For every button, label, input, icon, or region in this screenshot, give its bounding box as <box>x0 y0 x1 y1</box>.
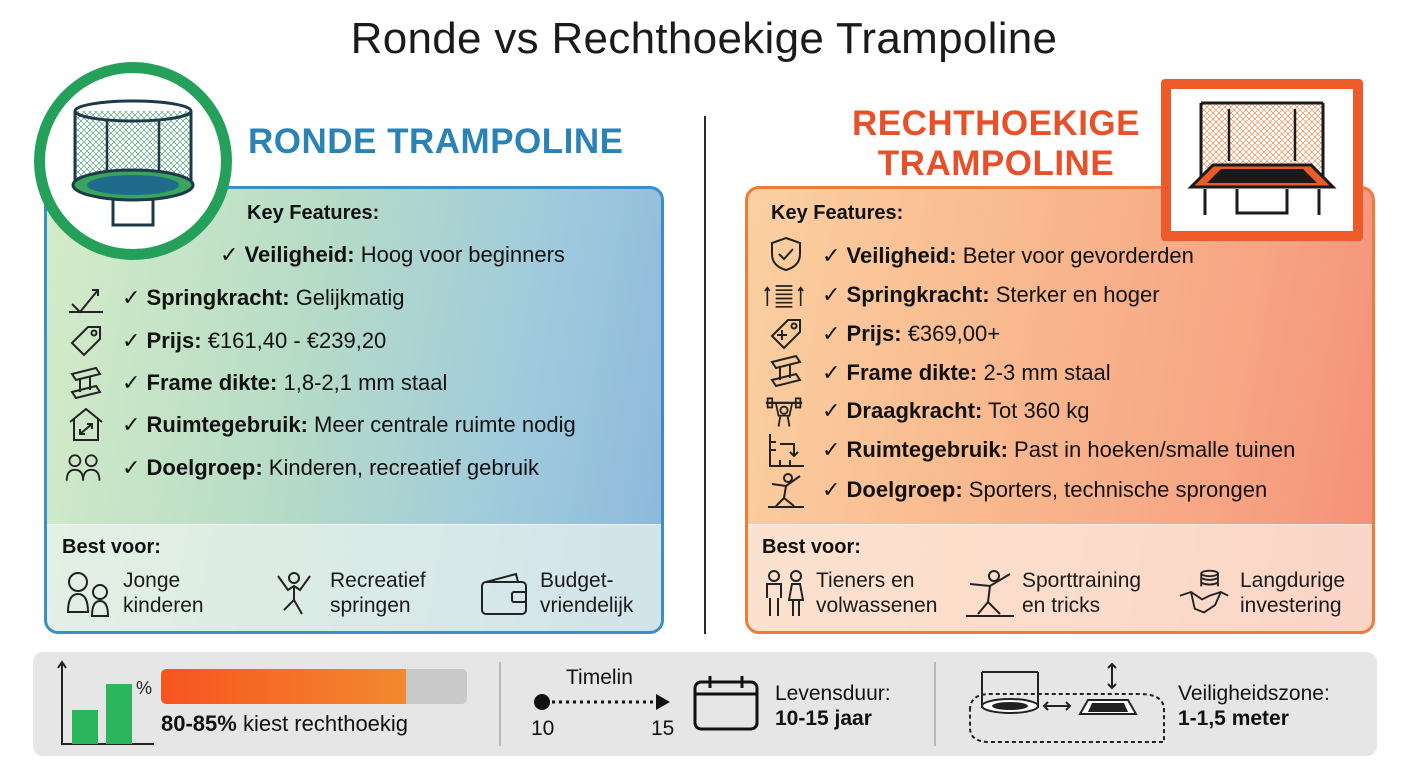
round-best-title: Best voor: <box>62 536 161 558</box>
teens-adults-icon <box>760 568 812 620</box>
round-key-features-title: Key Features: <box>247 202 380 224</box>
jumping-person-icon <box>268 568 320 620</box>
steel-beam-icon <box>66 366 106 402</box>
rect-feature-safety: ✓ Veiligheid: Beter voor gevorderden <box>822 243 1194 268</box>
handshake-coins-icon <box>1178 566 1230 618</box>
gymnast-icon <box>964 568 1016 620</box>
timeline-label: Timelin <box>566 666 633 689</box>
rect-heading: RECHTHOEKIGE TRAMPOLINE <box>852 104 1140 183</box>
rect-best-sport-training: Sporttraining en tricks <box>1022 569 1142 617</box>
rect-trampoline-icon <box>1171 89 1353 231</box>
spring-icon <box>764 278 804 314</box>
shield-check-icon <box>766 236 806 272</box>
babies-icon <box>62 568 114 620</box>
round-best-recreational: Recreatief springen <box>330 569 426 617</box>
strip-separator <box>499 662 501 746</box>
percent-symbol: % <box>136 678 153 698</box>
mini-bar-chart-icon <box>54 660 158 748</box>
share-progress-bar <box>161 669 467 704</box>
house-space-icon <box>66 406 106 442</box>
share-progress-fill <box>161 669 406 704</box>
round-feature-space: ✓ Ruimtegebruik: Meer centrale ruimte nodig <box>122 412 576 437</box>
weightlifter-icon <box>764 394 804 430</box>
rect-best-long-term: Langdurige investering <box>1240 569 1346 617</box>
timeline-end: 15 <box>651 717 675 740</box>
steel-beam-icon <box>766 354 806 390</box>
round-feature-safety: ✓ Veiligheid: Hoog voor beginners <box>220 242 565 267</box>
rect-best-teens-adults: Tieners en volwassenen <box>816 569 938 617</box>
rect-feature-price: ✓ Prijs: €369,00+ <box>822 321 1001 346</box>
price-tag-plus-icon <box>766 316 806 352</box>
rect-trampoline-badge <box>1161 79 1363 241</box>
safety-zone-label: Veiligheidszone: <box>1178 682 1330 705</box>
gymnast-icon <box>766 472 806 508</box>
timeline-start: 10 <box>531 717 555 740</box>
rect-feature-capacity: ✓ Draagkracht: Tot 360 kg <box>822 398 1090 423</box>
rect-best-title: Best voor: <box>762 536 861 558</box>
rect-feature-target-group: ✓ Doelgroep: Sporters, technische sprongen <box>822 477 1268 502</box>
page-title: Ronde vs Rechthoekige Trampoline <box>350 14 1058 63</box>
safety-zone-value: 1-1,5 meter <box>1178 707 1289 730</box>
lifespan-value: 10-15 jaar <box>775 707 872 730</box>
round-feature-frame: ✓ Frame dikte: 1,8-2,1 mm staal <box>122 370 448 395</box>
rect-feature-frame: ✓ Frame dikte: 2-3 mm staal <box>822 360 1111 385</box>
round-feature-target-group: ✓ Doelgroep: Kinderen, recreatief gebruik <box>122 455 540 480</box>
timeline-arrow-icon <box>530 690 680 714</box>
corner-space-icon <box>766 432 806 468</box>
rect-key-features-title: Key Features: <box>771 202 904 224</box>
round-trampoline-badge <box>34 62 232 260</box>
center-divider <box>704 116 706 634</box>
lifespan-label: Levensduur: <box>775 682 891 705</box>
round-best-budget: Budget- vriendelijk <box>540 569 634 617</box>
round-best-young-children: Jonge kinderen <box>123 569 204 617</box>
round-feature-bounce: ✓ Springkracht: Gelijkmatig <box>122 285 405 310</box>
share-text: 80-85% kiest rechthoekig <box>161 711 409 736</box>
rect-feature-space: ✓ Ruimtegebruik: Past in hoeken/smalle tuinen <box>822 437 1296 462</box>
wallet-icon <box>478 570 530 622</box>
calendar-icon <box>692 674 760 732</box>
strip-separator <box>934 662 936 746</box>
round-trampoline-icon <box>45 73 221 249</box>
safety-zone-icon <box>960 658 1170 746</box>
round-heading: RONDE TRAMPOLINE <box>248 122 624 161</box>
bounce-arrow-icon <box>66 282 106 318</box>
family-icon <box>64 450 104 486</box>
round-feature-price: ✓ Prijs: €161,40 - €239,20 <box>122 328 387 353</box>
rect-feature-bounce: ✓ Springkracht: Sterker en hoger <box>822 282 1160 307</box>
price-tag-icon <box>66 323 106 359</box>
